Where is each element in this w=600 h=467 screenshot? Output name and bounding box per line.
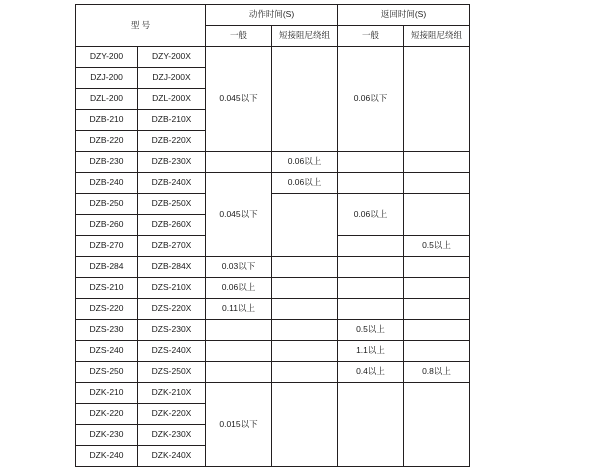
table-row xyxy=(76,299,470,320)
cell-model-b: DZS-250X xyxy=(138,362,206,383)
cell-model-a: DZS-210 xyxy=(76,278,138,299)
cell-model-b: DZK-240X xyxy=(138,446,206,467)
cell-return-normal xyxy=(338,299,404,320)
cell-return-damped xyxy=(404,194,470,236)
table-row xyxy=(76,47,470,68)
cell-model-b: DZB-240X xyxy=(138,173,206,194)
cell-model-a: DZK-210 xyxy=(76,383,138,404)
cell-action-damped xyxy=(272,383,338,467)
table-row xyxy=(76,152,470,173)
cell-return-normal xyxy=(338,383,404,467)
cell-action-normal xyxy=(206,362,272,383)
cell-model-b: DZB-220X xyxy=(138,131,206,152)
cell-return-damped xyxy=(404,320,470,341)
cell-action-damped xyxy=(272,362,338,383)
cell-model-b: DZS-230X xyxy=(138,320,206,341)
cell-model-a: DZS-240 xyxy=(76,341,138,362)
cell-model-a: DZJ-200 xyxy=(76,68,138,89)
cell-model-a: DZS-250 xyxy=(76,362,138,383)
cell-action-normal: 0.03以下 xyxy=(206,257,272,278)
cell-action-damped xyxy=(272,320,338,341)
cell-model-a: DZB-210 xyxy=(76,110,138,131)
cell-model-a: DZB-250 xyxy=(76,194,138,215)
cell-return-normal xyxy=(338,257,404,278)
cell-action-damped: 0.06以上 xyxy=(272,152,338,173)
cell-return-damped: 0.8以上 xyxy=(404,362,470,383)
cell-model-b: DZS-220X xyxy=(138,299,206,320)
cell-model-b: DZS-240X xyxy=(138,341,206,362)
cell-model-a: DZB-230 xyxy=(76,152,138,173)
cell-model-a: DZK-230 xyxy=(76,425,138,446)
cell-return-normal xyxy=(338,152,404,173)
cell-action-normal: 0.045以下 xyxy=(206,173,272,257)
cell-action-damped xyxy=(272,341,338,362)
cell-return-normal xyxy=(338,173,404,194)
cell-action-damped xyxy=(272,257,338,278)
cell-model-b: DZK-210X xyxy=(138,383,206,404)
table-row xyxy=(76,341,470,362)
cell-model-b: DZK-220X xyxy=(138,404,206,425)
cell-action-damped xyxy=(272,194,338,257)
cell-model-a: DZB-220 xyxy=(76,131,138,152)
cell-model-b: DZB-210X xyxy=(138,110,206,131)
cell-model-a: DZB-240 xyxy=(76,173,138,194)
header-action-time: 动作时间(S) xyxy=(206,5,338,26)
cell-return-damped xyxy=(404,383,470,467)
cell-model-b: DZL-200X xyxy=(138,89,206,110)
cell-return-normal: 0.06以下 xyxy=(338,47,404,152)
header-model: 型 号 xyxy=(76,5,206,47)
cell-model-a: DZS-220 xyxy=(76,299,138,320)
table-row xyxy=(76,278,470,299)
cell-model-a: DZB-284 xyxy=(76,257,138,278)
cell-model-b: DZS-210X xyxy=(138,278,206,299)
header-return-damped: 短接阻尼绕组 xyxy=(404,26,470,47)
cell-return-damped xyxy=(404,299,470,320)
cell-model-a: DZB-270 xyxy=(76,236,138,257)
cell-model-b: DZB-230X xyxy=(138,152,206,173)
header-action-damped: 短接阻尼绕组 xyxy=(272,26,338,47)
cell-model-b: DZB-284X xyxy=(138,257,206,278)
cell-return-normal xyxy=(338,278,404,299)
cell-action-normal: 0.015以下 xyxy=(206,383,272,467)
cell-return-damped xyxy=(404,47,470,152)
cell-return-normal: 0.5以上 xyxy=(338,320,404,341)
cell-return-damped xyxy=(404,173,470,194)
cell-action-normal: 0.11以上 xyxy=(206,299,272,320)
cell-model-b: DZJ-200X xyxy=(138,68,206,89)
cell-return-damped: 0.5以上 xyxy=(404,236,470,257)
cell-action-damped: 0.06以上 xyxy=(272,173,338,194)
table-row xyxy=(76,194,470,215)
cell-action-normal xyxy=(206,152,272,173)
cell-return-damped xyxy=(404,341,470,362)
table-row xyxy=(76,383,470,404)
table-row xyxy=(76,362,470,383)
cell-model-a: DZY-200 xyxy=(76,47,138,68)
cell-model-a: DZS-230 xyxy=(76,320,138,341)
cell-return-normal xyxy=(338,236,404,257)
cell-model-a: DZL-200 xyxy=(76,89,138,110)
cell-model-b: DZB-250X xyxy=(138,194,206,215)
cell-model-b: DZK-230X xyxy=(138,425,206,446)
table-header-row-groups xyxy=(76,5,470,26)
cell-model-b: DZB-260X xyxy=(138,215,206,236)
cell-action-normal: 0.045以下 xyxy=(206,47,272,152)
cell-model-a: DZK-220 xyxy=(76,404,138,425)
relay-timing-table xyxy=(75,4,470,467)
cell-return-normal: 0.06以上 xyxy=(338,194,404,236)
cell-action-damped xyxy=(272,278,338,299)
table-row xyxy=(76,320,470,341)
cell-model-a: DZK-240 xyxy=(76,446,138,467)
header-action-normal: 一般 xyxy=(206,26,272,47)
cell-model-b: DZY-200X xyxy=(138,47,206,68)
cell-return-normal: 0.4以上 xyxy=(338,362,404,383)
header-return-time: 返回时间(S) xyxy=(338,5,470,26)
cell-action-normal xyxy=(206,320,272,341)
cell-return-damped xyxy=(404,257,470,278)
cell-return-damped xyxy=(404,152,470,173)
table-row xyxy=(76,257,470,278)
cell-action-damped xyxy=(272,299,338,320)
cell-model-a: DZB-260 xyxy=(76,215,138,236)
cell-return-damped xyxy=(404,278,470,299)
table-row xyxy=(76,173,470,194)
header-return-normal: 一般 xyxy=(338,26,404,47)
cell-return-normal: 1.1以上 xyxy=(338,341,404,362)
cell-action-normal: 0.06以上 xyxy=(206,278,272,299)
cell-action-normal xyxy=(206,341,272,362)
cell-model-b: DZB-270X xyxy=(138,236,206,257)
cell-action-damped xyxy=(272,47,338,152)
